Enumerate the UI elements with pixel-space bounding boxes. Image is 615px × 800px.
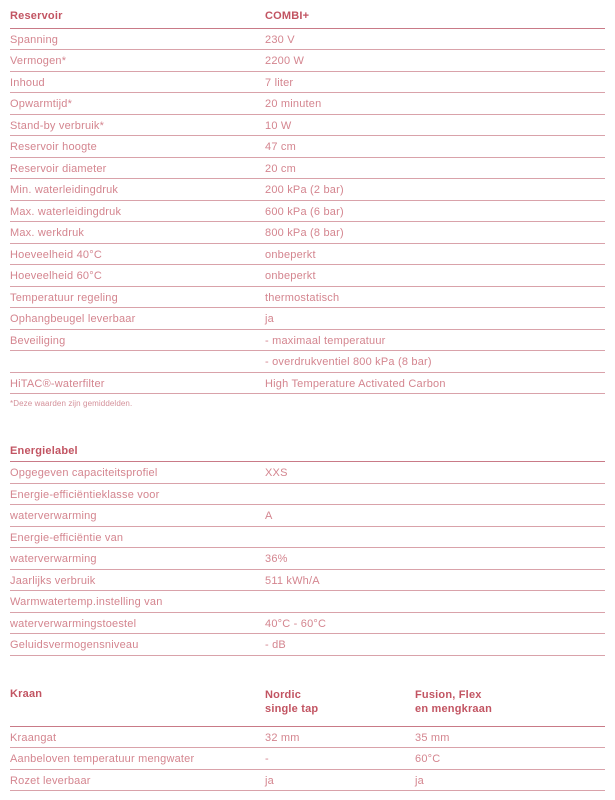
table-row bbox=[10, 265, 605, 287]
row-value: A bbox=[265, 510, 273, 523]
row-value: 36% bbox=[265, 553, 288, 566]
table-row bbox=[10, 244, 605, 266]
row-value: 20 minuten bbox=[265, 98, 322, 111]
row-value: 600 kPa (6 bar) bbox=[265, 205, 344, 218]
row-value: 230 V bbox=[265, 33, 295, 46]
table-row bbox=[10, 222, 605, 244]
row-value-nordic: - bbox=[265, 753, 269, 766]
kraan-header-label: Kraan bbox=[10, 687, 43, 700]
row-label: Warmwatertemp.instelling van bbox=[10, 596, 163, 609]
table-row bbox=[10, 613, 605, 635]
row-label: Vermogen* bbox=[10, 55, 67, 68]
row-value: thermostatisch bbox=[265, 291, 340, 304]
energielabel-table bbox=[10, 440, 605, 656]
row-label: waterverwarming bbox=[10, 510, 97, 523]
table-row bbox=[10, 527, 605, 549]
table-row bbox=[10, 308, 605, 330]
kraan-header-row bbox=[10, 687, 605, 727]
row-value: - maximaal temperatuur bbox=[265, 334, 386, 347]
row-value-fusion: ja bbox=[415, 774, 424, 787]
row-value: High Temperature Activated Carbon bbox=[265, 377, 446, 390]
table-row bbox=[10, 748, 605, 770]
row-label: Hoeveelheid 40°C bbox=[10, 248, 102, 261]
row-label: Beveiliging bbox=[10, 334, 66, 347]
energielabel-header-row bbox=[10, 440, 605, 462]
row-label: Energie-efficiëntieklasse voor bbox=[10, 488, 160, 501]
row-label: Min. waterleidingdruk bbox=[10, 184, 119, 197]
row-label: Opwarmtijd* bbox=[10, 98, 73, 111]
table-row bbox=[10, 591, 605, 613]
row-value: 7 liter bbox=[265, 76, 294, 89]
row-value: 511 kWh/A bbox=[265, 574, 320, 587]
row-value: 2200 W bbox=[265, 55, 305, 68]
row-label: waterverwarming bbox=[10, 553, 97, 566]
row-label: Aanbeloven temperatuur mengwater bbox=[10, 753, 195, 766]
row-label: Energie-efficiëntie van bbox=[10, 531, 124, 544]
row-value-nordic: ja bbox=[265, 774, 274, 787]
row-value: 47 cm bbox=[265, 141, 296, 154]
table-row bbox=[10, 770, 605, 792]
row-label: Ophangbeugel leverbaar bbox=[10, 313, 136, 326]
row-label: Temperatuur regeling bbox=[10, 291, 118, 304]
table-row bbox=[10, 50, 605, 72]
row-label: waterverwarmingstoestel bbox=[10, 617, 137, 630]
reservoir-table bbox=[10, 10, 605, 408]
row-value: 800 kPa (8 bar) bbox=[265, 227, 344, 240]
row-value-nordic: 32 mm bbox=[265, 731, 300, 744]
row-label: Hoeveelheid 60°C bbox=[10, 270, 102, 283]
table-row bbox=[10, 136, 605, 158]
table-row bbox=[10, 330, 605, 352]
table-row bbox=[10, 373, 605, 395]
row-label: Reservoir diameter bbox=[10, 162, 107, 175]
row-label: Opgegeven capaciteitsprofiel bbox=[10, 467, 158, 480]
row-label: HiTAC®-waterfilter bbox=[10, 377, 105, 390]
reservoir-header-label: Reservoir bbox=[10, 10, 63, 22]
table-row bbox=[10, 570, 605, 592]
row-value: onbeperkt bbox=[265, 270, 316, 283]
row-label: Inhoud bbox=[10, 76, 45, 89]
table-row bbox=[10, 72, 605, 94]
row-label: Stand-by verbruik* bbox=[10, 119, 105, 132]
row-label: Max. werkdruk bbox=[10, 227, 85, 240]
row-label: Kraangat bbox=[10, 731, 57, 744]
table-footnote: *Deze waarden zijn gemiddelden. bbox=[10, 399, 133, 408]
row-label: Max. waterleidingdruk bbox=[10, 205, 122, 218]
row-value: XXS bbox=[265, 467, 288, 480]
row-value: onbeperkt bbox=[265, 248, 316, 261]
row-value-fusion: 35 mm bbox=[415, 731, 450, 744]
row-value: ja bbox=[265, 313, 274, 326]
kraan-table bbox=[10, 687, 605, 792]
row-label: Jaarlijks verbruik bbox=[10, 574, 96, 587]
table-row bbox=[10, 484, 605, 506]
reservoir-header-value: COMBI+ bbox=[265, 10, 310, 22]
energielabel-header-label: Energielabel bbox=[10, 445, 78, 457]
row-value: 40°C - 60°C bbox=[265, 617, 327, 630]
row-value: 20 cm bbox=[265, 162, 296, 175]
row-value: 200 kPa (2 bar) bbox=[265, 184, 344, 197]
table-row bbox=[10, 29, 605, 51]
reservoir-header-row bbox=[10, 10, 605, 29]
row-label: Reservoir hoogte bbox=[10, 141, 97, 154]
table-row bbox=[10, 548, 605, 570]
row-value: - overdrukventiel 800 kPa (8 bar) bbox=[265, 356, 432, 369]
table-row bbox=[10, 462, 605, 484]
kraan-header-col2: Nordic single tap bbox=[265, 688, 319, 715]
row-label: Geluidsvermogensniveau bbox=[10, 639, 139, 652]
table-row bbox=[10, 351, 605, 373]
row-label: Rozet leverbaar bbox=[10, 774, 91, 787]
table-row bbox=[10, 727, 605, 749]
table-row bbox=[10, 201, 605, 223]
row-label: Spanning bbox=[10, 33, 59, 46]
table-row bbox=[10, 179, 605, 201]
row-value: - dB bbox=[265, 639, 286, 652]
table-row bbox=[10, 115, 605, 137]
table-row bbox=[10, 93, 605, 115]
table-row bbox=[10, 634, 605, 656]
row-value-fusion: 60°C bbox=[415, 753, 441, 766]
table-row bbox=[10, 158, 605, 180]
table-row bbox=[10, 505, 605, 527]
row-value: 10 W bbox=[265, 119, 292, 132]
kraan-header-col3: Fusion, Flex en mengkraan bbox=[415, 688, 492, 715]
table-row bbox=[10, 287, 605, 309]
